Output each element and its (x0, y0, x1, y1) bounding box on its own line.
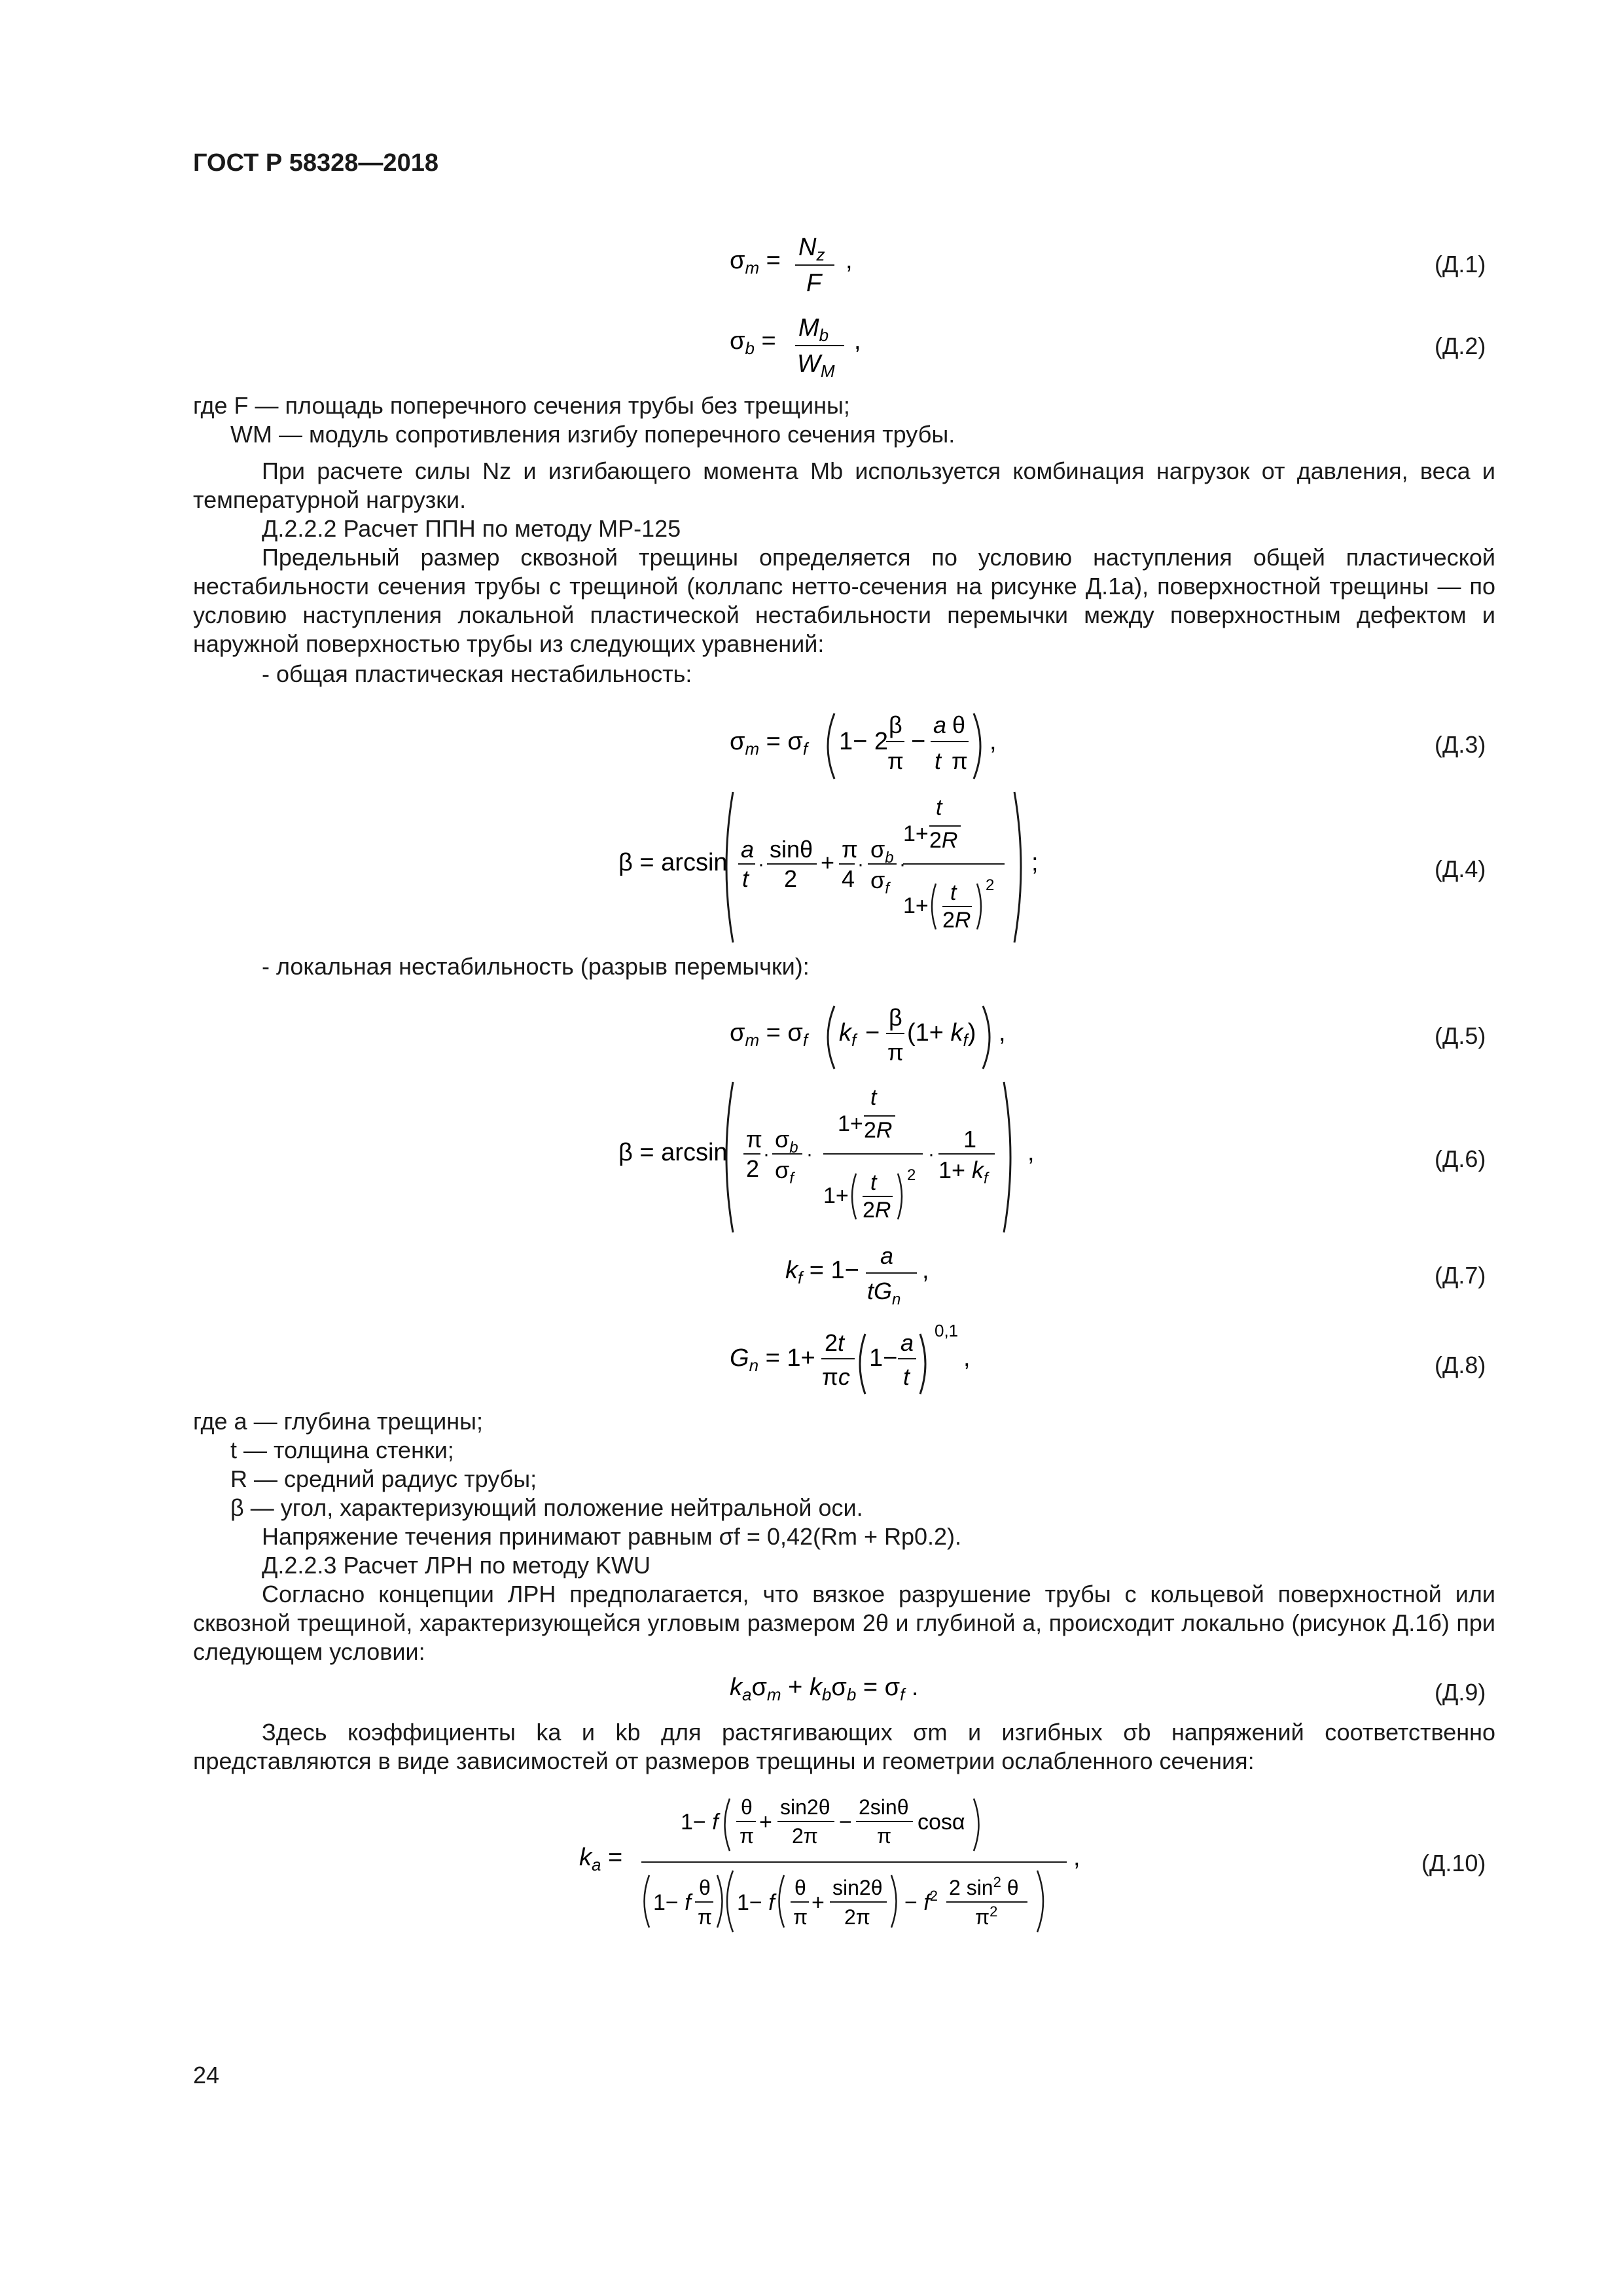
svg-text:1− f: 1− f (681, 1810, 719, 1835)
section-2222-heading: Д.2.2.2 Расчет ППН по методу МР-125 (262, 515, 681, 542)
svg-text:π: π (887, 1039, 904, 1066)
svg-text:t: t (935, 747, 942, 774)
svg-text:1− 2: 1− 2 (839, 728, 889, 755)
svg-text:π: π (877, 1824, 892, 1848)
svg-text:1− f: 1− f (737, 1890, 775, 1915)
svg-text:,: , (922, 1257, 929, 1284)
svg-text:·: · (763, 1143, 770, 1165)
svg-text:kf = 1−: $k_f = 1-$ (785, 1257, 859, 1287)
svg-text:σb =: $\sigma_b$ = (730, 327, 776, 358)
svg-text:1−: 1− (869, 1344, 898, 1372)
svg-text:,: , (846, 247, 853, 274)
svg-text:π: π (887, 747, 904, 774)
svg-text:a: a (901, 1329, 914, 1356)
svg-text:(1+ kf): $(1+ k_f)$ (907, 1019, 976, 1050)
svg-text:·: · (928, 1143, 935, 1165)
svg-text:·: · (899, 853, 906, 875)
svg-text:σm = σf: $\sigma_m = \sigma_f$ (730, 1019, 808, 1050)
svg-text:σf: $\sigma_f$ (775, 1157, 794, 1187)
svg-text:2: 2 (986, 876, 995, 894)
svg-text:2R: 2R (942, 908, 971, 933)
equation-d10-label: (Д.10) (1421, 1850, 1486, 1876)
svg-text:− f2: − $f^2$ (904, 1888, 938, 1915)
page-number: 24 (193, 2062, 220, 2089)
svg-text:4: 4 (842, 865, 855, 892)
svg-text:·: · (857, 853, 864, 875)
svg-text:2t: 2t (825, 1329, 845, 1356)
svg-text:−: − (839, 1810, 852, 1835)
where-a-text: где a — глубина трещины; (193, 1408, 483, 1435)
svg-text:kaσm + kbσb = σf .: $k_a\sigma_m + k_b\sigma_b = \sigma_f$ . (730, 1674, 919, 1704)
r-definition: R — средний радиус трубы; (230, 1465, 537, 1492)
svg-text:,: , (1073, 1844, 1080, 1871)
svg-text:cosα: cosα (918, 1810, 965, 1835)
equation-d8 (726, 1317, 988, 1402)
svg-text:t: t (870, 1085, 877, 1110)
svg-text:t: t (870, 1170, 877, 1195)
equation-d10 (576, 1787, 1099, 1944)
svg-text:Gn = 1+: $G_n = 1+$ (730, 1344, 815, 1375)
svg-text:2R: 2R (929, 828, 958, 853)
svg-text:πc: πc (822, 1363, 850, 1390)
svg-text:σb: $\sigma_b$ (775, 1126, 798, 1157)
svg-text:kf: $k_f$ (839, 1019, 857, 1050)
svg-text:2R: 2R (863, 1198, 891, 1223)
svg-text:2: 2 (746, 1155, 760, 1182)
svg-text:β = arcsin: β = arcsin (618, 1139, 728, 1166)
equation-d6 (615, 1079, 1073, 1236)
equation-d9 (726, 1666, 988, 1712)
svg-text:σb: $\sigma_b$ (870, 836, 894, 867)
svg-text:−: − (911, 728, 926, 755)
equation-d4-label: (Д.4) (1435, 855, 1486, 882)
svg-text:σm =: $\sigma_m$ = (730, 247, 781, 278)
d8-exponent: 0,1 (935, 1321, 959, 1340)
svg-text:ka =: $k_a$ = (579, 1844, 623, 1874)
svg-text:1+: 1+ (903, 893, 929, 918)
svg-text:θ: θ (952, 711, 966, 738)
svg-text:sinθ: sinθ (770, 836, 813, 863)
concept-paragraph: Согласно концепции ЛРН предполагается, что вязкое разрушение трубы с кольцевой поверхностной или сквозной трещиной, характеризующейся угловым размером 2θ и глубиной a, происходит локально (рисунок Д.1б) при следующем условии: (193, 1581, 1495, 1665)
svg-text:sin2θ: sin2θ (780, 1795, 830, 1819)
svg-text:a: a (933, 711, 947, 738)
svg-text:1+: 1+ (838, 1111, 863, 1136)
document-header: ГОСТ Р 58328—2018 (193, 149, 438, 177)
general-instability-label: - общая пластическая нестабильность: (262, 660, 692, 687)
t-definition: t — толщина стенки; (230, 1437, 454, 1463)
svg-text:1− f: 1− f (653, 1890, 691, 1915)
equation-d9-label: (Д.9) (1435, 1679, 1486, 1706)
svg-text:1+: 1+ (903, 821, 929, 846)
svg-text:2: 2 (784, 865, 798, 892)
svg-text:π: π (842, 836, 858, 863)
svg-text:−: − (865, 1019, 880, 1047)
svg-text:t: t (903, 1363, 910, 1390)
svg-text:,: , (999, 1019, 1006, 1047)
svg-text:,: , (1027, 1139, 1035, 1166)
equation-d7-label: (Д.7) (1435, 1262, 1486, 1289)
svg-text:1: 1 (963, 1126, 977, 1153)
svg-text:π: π (740, 1824, 755, 1848)
equation-d3 (726, 704, 1014, 789)
where-f-text: где F — площадь поперечного сечения трубы без трещины; (193, 392, 850, 419)
svg-text:σf: $\sigma_f$ (870, 867, 889, 897)
svg-text:π: π (952, 747, 968, 774)
svg-text:a: a (880, 1242, 894, 1269)
equation-d8-label: (Д.8) (1435, 1352, 1486, 1378)
equation-d1 (726, 229, 897, 301)
svg-text:π2: $\pi^2$ (975, 1903, 998, 1929)
svg-text:θ: θ (794, 1876, 806, 1899)
svg-text:2 sin2 θ: 2 $\sin^2 \theta$ (949, 1874, 1019, 1899)
svg-text:2π: 2π (844, 1905, 870, 1929)
svg-text:F: F (806, 270, 822, 297)
beta-definition: β — угол, характеризующий положение нейтральной оси. (230, 1494, 863, 1521)
equation-d1-label: (Д.1) (1435, 251, 1486, 278)
svg-text:Nz: $N_z$ (798, 234, 825, 264)
svg-text:+: + (759, 1810, 772, 1835)
svg-text:t: t (936, 795, 942, 820)
svg-text:1+ kf: $1+ k_f$ (938, 1157, 988, 1187)
svg-text:1+: 1+ (823, 1183, 849, 1208)
equation-d6-label: (Д.6) (1435, 1145, 1486, 1172)
flow-stress-text: Напряжение течения принимают равным σf = 0,42(Rm + Rp0.2). (262, 1523, 962, 1550)
svg-text:+: + (821, 849, 835, 876)
svg-text:;: ; (1031, 849, 1039, 876)
svg-text:π: π (698, 1905, 713, 1929)
svg-text:σm = σf: $\sigma_m = \sigma_f$ (730, 728, 808, 759)
local-instability-label: - локальная нестабильность (разрыв перемычки): (262, 953, 810, 980)
equation-d7 (782, 1240, 952, 1312)
svg-text:π: π (746, 1126, 762, 1153)
svg-text:2: 2 (907, 1166, 916, 1184)
svg-text:·: · (758, 853, 764, 875)
svg-text:π: π (793, 1905, 808, 1929)
equation-d2-label: (Д.2) (1435, 332, 1486, 359)
loads-paragraph: При расчете силы Nz и изгибающего момента Mb используется комбинация нагрузок от давления, веса и температурной нагрузки. (193, 457, 1495, 513)
svg-text:,: , (990, 728, 997, 755)
limit-size-paragraph: Предельный размер сквозной трещины определяется по условию наступления общей пластической нестабильности сечения трубы с трещиной (коллапс нетто-сечения на рисунке Д.1а), поверхностной трещины — по условию наступления локальной пластической нестабильности перемычки между поверхностным дефектом и наружной поверхностью трубы из следующих уравнений: (193, 544, 1495, 657)
svg-text:t: t (742, 865, 749, 892)
wm-definition: WM — модуль сопротивления изгибу поперечного сечения трубы. (230, 421, 955, 448)
svg-text:,: , (963, 1344, 971, 1372)
equation-d4 (615, 789, 1073, 946)
svg-text:tGn: $tG_n$ (867, 1278, 901, 1308)
svg-text:+: + (812, 1890, 825, 1915)
svg-text:θ: θ (741, 1795, 753, 1819)
svg-text:t: t (950, 880, 957, 905)
svg-text:β = arcsin: β = arcsin (618, 849, 728, 876)
svg-text:·: · (806, 1143, 813, 1165)
svg-text:sin2θ: sin2θ (832, 1876, 883, 1899)
equation-d5 (726, 998, 1041, 1077)
svg-text:2sinθ: 2sinθ (859, 1795, 909, 1819)
svg-text:θ: θ (699, 1876, 711, 1899)
svg-text:,: , (854, 327, 861, 355)
coefficients-paragraph: Здесь коэффициенты ka и kb для растягивающих σm и изгибных σb напряжений соответственно представляются в виде зависимостей от размеров трещины и геометрии ослабленного сечения: (193, 1719, 1495, 1774)
svg-text:2R: 2R (864, 1118, 893, 1143)
svg-text:β: β (889, 711, 902, 738)
equation-d5-label: (Д.5) (1435, 1022, 1486, 1049)
svg-text:Mb: $M_b$ (798, 314, 829, 345)
svg-text:a: a (741, 836, 755, 863)
svg-text:β: β (889, 1004, 902, 1031)
equation-d2 (726, 310, 897, 382)
equation-d3-label: (Д.3) (1435, 731, 1486, 758)
svg-text:2π: 2π (792, 1824, 818, 1848)
svg-text:WM: $W_M$ (797, 350, 835, 381)
section-2223-heading: Д.2.2.3 Расчет ЛРН по методу KWU (262, 1552, 651, 1579)
